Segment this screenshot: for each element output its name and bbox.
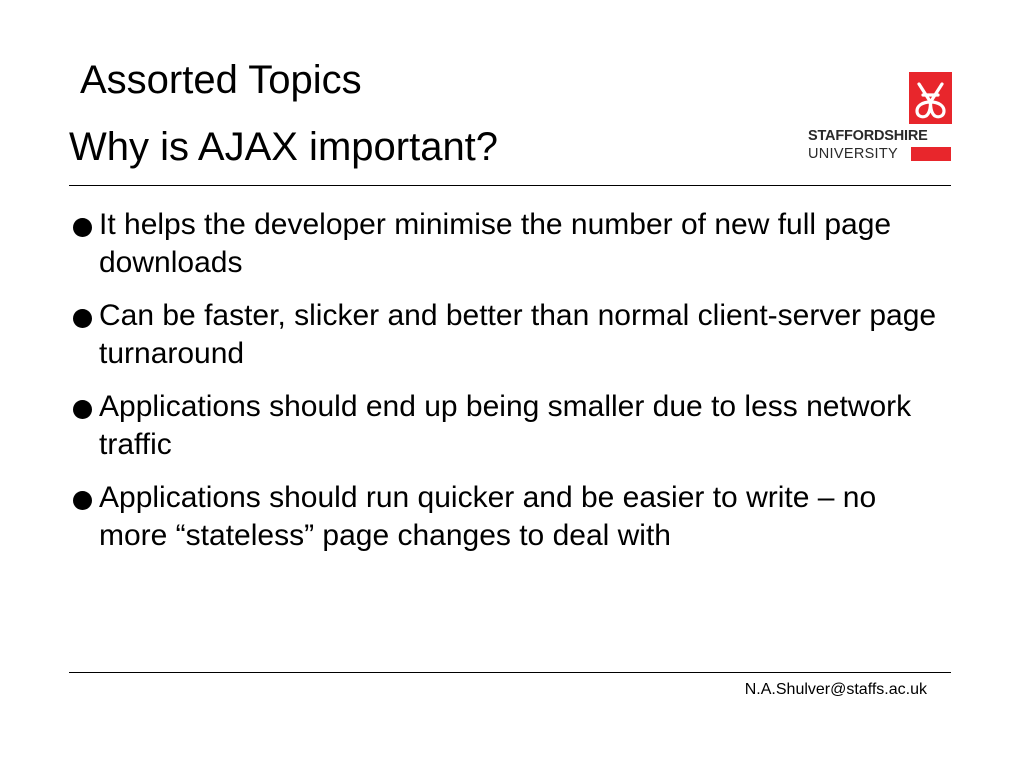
slide-title: Why is AJAX important? bbox=[69, 125, 499, 169]
bullet-text: Can be faster, slicker and better than normal client-server page turnaround bbox=[99, 299, 937, 370]
bullet-text: Applications should end up being smaller due to less network traffic bbox=[99, 390, 912, 461]
logo-mark bbox=[909, 72, 952, 124]
footer-email: N.A.Shulver@staffs.ac.uk bbox=[744, 681, 927, 698]
bullet-list bbox=[71, 206, 951, 570]
bullet-dot-icon bbox=[73, 218, 92, 237]
university-logo bbox=[808, 72, 953, 164]
bullet-item bbox=[71, 297, 951, 373]
logo-text-staffordshire: STAFFORDSHIRE bbox=[808, 128, 928, 144]
footer-divider bbox=[69, 672, 951, 673]
logo-red-bar bbox=[911, 147, 951, 161]
bullet-dot-icon bbox=[73, 309, 92, 328]
bullet-text: It helps the developer minimise the number of new full page downloads bbox=[99, 208, 892, 279]
bullet-dot-icon bbox=[73, 491, 92, 510]
staffordshire-knot-icon bbox=[909, 72, 952, 124]
bullet-item bbox=[71, 479, 951, 555]
bullet-item bbox=[71, 388, 951, 464]
header-divider bbox=[69, 185, 951, 186]
slide-section-title: Assorted Topics bbox=[80, 58, 362, 102]
bullet-text: Applications should run quicker and be easier to write – no more “stateless” page changes to deal with bbox=[99, 481, 877, 552]
logo-text-university: UNIVERSITY bbox=[808, 146, 899, 162]
bullet-dot-icon bbox=[73, 400, 92, 419]
bullet-item bbox=[71, 206, 951, 282]
